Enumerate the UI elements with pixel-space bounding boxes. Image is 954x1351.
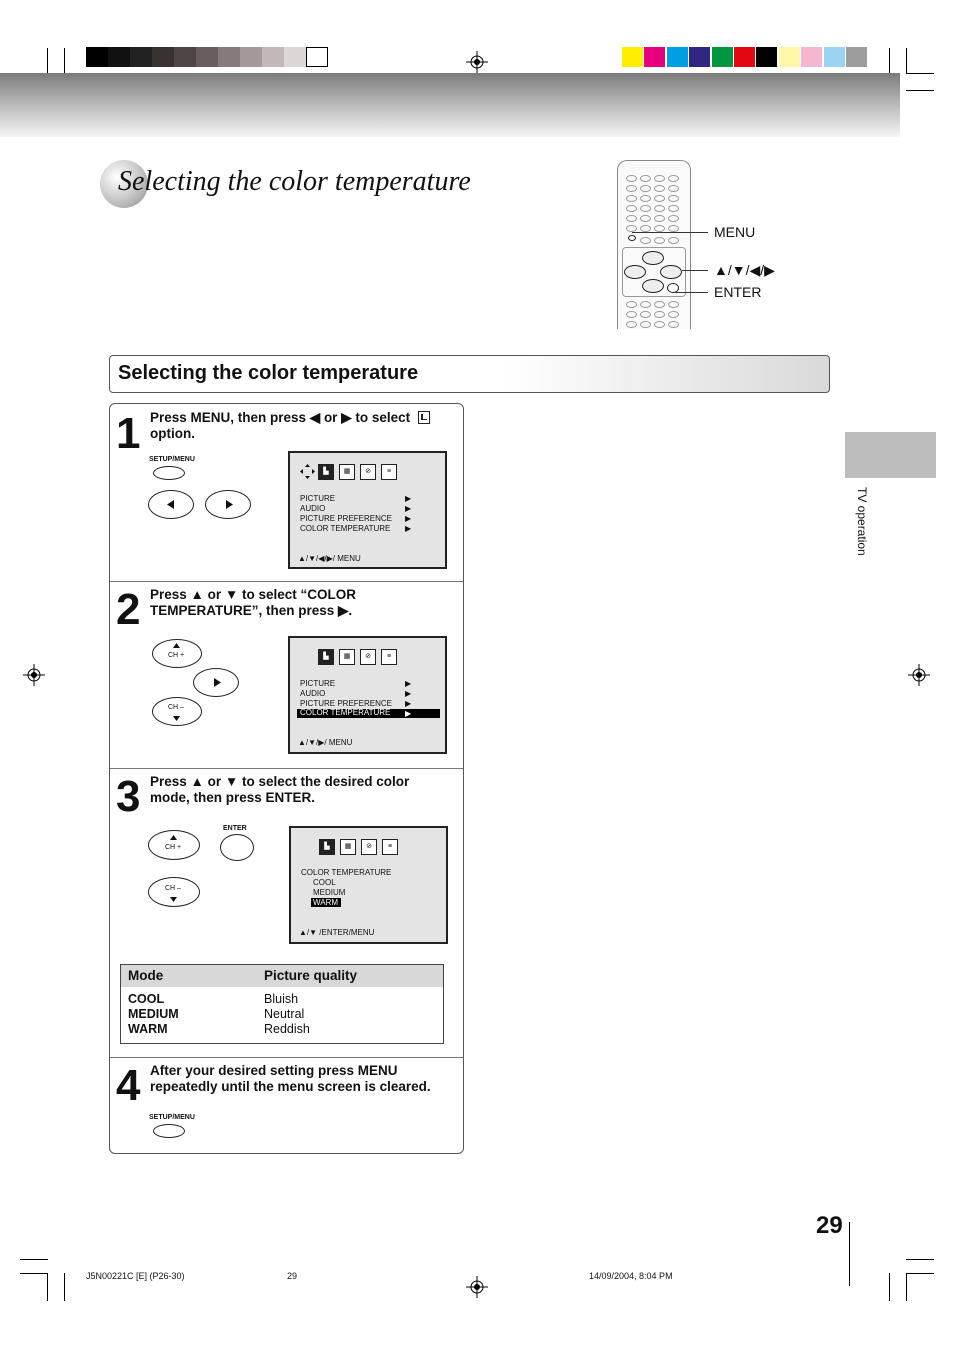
osd-item: PICTURE — [300, 494, 336, 503]
audio-menu-icon: ▦ — [339, 464, 355, 480]
remote-keypad-button — [626, 205, 637, 212]
remote-keypad-button — [654, 215, 665, 222]
gray-swatch — [152, 47, 174, 67]
gray-swatch — [284, 47, 306, 67]
crop-mark — [849, 1222, 850, 1286]
step-divider — [110, 768, 463, 769]
remote-keypad-button — [668, 311, 679, 318]
remote-keypad-button — [654, 237, 665, 244]
side-tab — [845, 432, 936, 478]
remote-keypad-button — [640, 311, 651, 318]
step-2-line-1: Press ▲ or ▼ to select “COLOR — [150, 587, 357, 602]
crop-mark — [889, 1273, 890, 1301]
osd-heading: COLOR TEMPERATURE — [301, 868, 392, 877]
remote-keypad-button — [654, 225, 665, 232]
remote-keypad-button — [668, 237, 679, 244]
setup-menu-label: SETUP/MENU — [149, 456, 195, 463]
table-cell-mode: MEDIUM — [128, 1007, 179, 1021]
crop-mark — [906, 48, 907, 74]
tv-menu-icon — [418, 411, 430, 424]
remote-keypad-button — [640, 175, 651, 182]
mode-table — [120, 964, 444, 1044]
lock-menu-icon: ⊘ — [360, 649, 376, 665]
picture-menu-icon: ▙ — [318, 464, 334, 480]
footer-page: 29 — [287, 1271, 298, 1281]
registration-mark-icon — [466, 1276, 488, 1298]
remote-menu-button — [628, 235, 636, 241]
menu-callout: MENU — [714, 224, 756, 240]
osd-screen-step-2 — [288, 636, 447, 754]
gray-swatch — [108, 47, 130, 67]
gray-swatch — [130, 47, 152, 67]
color-swatch — [824, 47, 845, 67]
step-divider — [110, 581, 463, 582]
remote-keypad-button — [640, 301, 651, 308]
crop-mark — [906, 1259, 934, 1260]
side-tab-label: TV operation — [855, 487, 869, 556]
crop-mark — [20, 1273, 48, 1274]
steps-panel — [109, 403, 464, 1154]
quality-column-header: Picture quality — [264, 968, 358, 983]
submenu-arrow-icon: ▶ — [405, 504, 412, 513]
right-arrow-icon — [226, 500, 234, 509]
osd-item: AUDIO — [300, 689, 326, 698]
remote-keypad-button — [668, 185, 679, 192]
osd-item: PICTURE — [300, 679, 336, 688]
channel-down-button — [148, 877, 200, 907]
remote-keypad-button — [668, 301, 679, 308]
submenu-arrow-icon: ▶ — [405, 699, 412, 708]
step-number: 3 — [116, 772, 139, 821]
osd-hint: ▲/▼ /ENTER/MENU — [299, 928, 375, 937]
enter-button — [220, 834, 254, 861]
enter-callout: ENTER — [714, 284, 762, 300]
submenu-arrow-icon: ▶ — [405, 679, 412, 688]
registration-mark-icon — [466, 51, 488, 73]
table-cell-quality: Bluish — [264, 992, 299, 1006]
remote-keypad-button — [640, 321, 651, 328]
remote-keypad-button — [668, 175, 679, 182]
table-cell-quality: Neutral — [264, 1007, 305, 1021]
registration-mark-icon — [23, 664, 45, 686]
submenu-arrow-icon: ▶ — [405, 514, 412, 523]
ch-up-label: CH + — [165, 844, 182, 851]
submenu-arrow-icon: ▶ — [405, 709, 412, 718]
osd-screen-step-1 — [288, 451, 447, 569]
cc-menu-icon: ≡ — [382, 839, 398, 855]
left-arrow-button — [148, 490, 194, 519]
down-arrow-icon — [170, 897, 177, 902]
remote-keypad-button — [640, 195, 651, 202]
step-number: 2 — [116, 585, 139, 634]
section-heading-box — [109, 355, 830, 393]
remote-keypad-button — [626, 185, 637, 192]
remote-keypad-button — [626, 215, 637, 222]
remote-keypad-button — [654, 301, 665, 308]
osd-item-selected: COLOR TEMPERATURE — [300, 708, 391, 717]
osd-screen-step-3 — [289, 826, 448, 944]
remote-keypad-button — [654, 195, 665, 202]
footer-timestamp: 14/09/2004, 8:04 PM — [589, 1271, 673, 1281]
step-3-line-2: mode, then press ENTER. — [150, 790, 316, 805]
step-1-line-2: option. — [150, 426, 195, 441]
section-heading: Selecting the color temperature — [118, 362, 419, 384]
step-number: 4 — [116, 1061, 139, 1110]
mode-column-header: Mode — [128, 968, 164, 983]
remote-keypad-button — [668, 225, 679, 232]
color-swatch — [756, 47, 777, 67]
step-divider — [110, 1057, 463, 1058]
osd-option: COOL — [313, 878, 336, 887]
remote-keypad-button — [654, 205, 665, 212]
channel-up-button — [148, 830, 200, 860]
lock-menu-icon: ⊘ — [360, 464, 376, 480]
gray-swatch — [196, 47, 218, 67]
step-number: 1 — [116, 409, 139, 458]
setup-menu-label: SETUP/MENU — [149, 1114, 195, 1121]
gray-swatch — [86, 47, 108, 67]
remote-keypad-button — [640, 215, 651, 222]
step-1-line-1: Press MENU, then press ◀ or ▶ to select — [150, 410, 411, 425]
crop-mark — [20, 1259, 48, 1260]
arrows-leader-line — [682, 270, 708, 271]
table-cell-mode: COOL — [128, 992, 165, 1006]
osd-item: PICTURE PREFERENCE — [300, 699, 393, 708]
gray-swatch — [174, 47, 196, 67]
color-swatch — [622, 47, 643, 67]
osd-hint: ▲/▼/◀/▶/ MENU — [298, 554, 361, 563]
down-arrow-icon — [173, 716, 180, 721]
gray-swatch — [218, 47, 240, 67]
up-arrow-icon — [170, 835, 177, 840]
remote-keypad-button — [626, 311, 637, 318]
step-4-line-1: After your desired setting press MENU — [150, 1063, 398, 1078]
osd-item: PICTURE PREFERENCE — [300, 514, 393, 523]
remote-keypad-button — [626, 175, 637, 182]
step-3-instruction — [150, 774, 409, 806]
crop-mark — [889, 48, 890, 74]
crop-mark — [906, 73, 934, 74]
menu-leader-line — [632, 232, 708, 233]
remote-keypad-button — [626, 225, 637, 232]
remote-keypad-button — [654, 311, 665, 318]
osd-option: MEDIUM — [313, 888, 346, 897]
left-arrow-icon — [167, 500, 175, 509]
picture-menu-icon: ▙ — [318, 649, 334, 665]
osd-item: COLOR TEMPERATURE — [300, 524, 391, 533]
registration-mark-icon — [908, 664, 930, 686]
osd-item: AUDIO — [300, 504, 326, 513]
color-swatch — [779, 47, 800, 67]
remote-keypad-button — [626, 195, 637, 202]
submenu-arrow-icon: ▶ — [405, 689, 412, 698]
crop-mark — [47, 1273, 48, 1301]
up-arrow-icon — [173, 643, 180, 648]
enter-label: ENTER — [223, 825, 247, 832]
cc-menu-icon: ≡ — [381, 464, 397, 480]
crop-mark — [64, 1273, 65, 1301]
crop-mark — [47, 48, 48, 74]
remote-nav-cluster — [622, 247, 686, 297]
remote-keypad-button — [626, 321, 637, 328]
crop-mark — [64, 48, 65, 74]
footer-file-name: J5N00221C [E] (P26-30) — [86, 1271, 185, 1281]
setup-menu-button — [153, 1124, 185, 1138]
color-swatch — [689, 47, 710, 67]
cc-menu-icon: ≡ — [381, 649, 397, 665]
table-cell-quality: Reddish — [264, 1022, 310, 1036]
ch-up-label: CH + — [168, 652, 185, 659]
page-title: Selecting the color temperature — [118, 166, 471, 197]
step-2-line-2: TEMPERATURE”, then press ▶. — [150, 603, 353, 618]
crop-mark — [906, 1273, 907, 1301]
ch-down-label: CH – — [165, 885, 181, 892]
osd-option-selected: WARM — [313, 898, 339, 907]
gray-swatch — [306, 47, 328, 67]
crop-mark — [906, 90, 934, 91]
enter-leader-line — [672, 292, 708, 293]
channel-up-button — [152, 639, 202, 668]
lock-menu-icon: ⊘ — [361, 839, 377, 855]
color-swatch — [734, 47, 755, 67]
remote-keypad-button — [668, 215, 679, 222]
setup-menu-button — [153, 466, 185, 480]
step-4-line-2: repeatedly until the menu screen is cleared. — [150, 1079, 431, 1094]
header-band — [0, 73, 900, 137]
submenu-arrow-icon: ▶ — [405, 494, 412, 503]
page-number: 29 — [816, 1212, 843, 1239]
color-swatch — [667, 47, 688, 67]
remote-keypad-button — [640, 237, 651, 244]
ch-down-label: CH – — [168, 704, 184, 711]
four-way-arrow-icon — [300, 464, 315, 479]
right-arrow-button — [193, 668, 239, 697]
color-swatch — [644, 47, 665, 67]
channel-down-button — [152, 697, 202, 726]
picture-menu-icon: ▙ — [319, 839, 335, 855]
table-cell-mode: WARM — [128, 1022, 168, 1036]
osd-hint: ▲/▼/▶/ MENU — [298, 738, 353, 747]
remote-keypad-button — [640, 225, 651, 232]
remote-keypad-button — [640, 205, 651, 212]
remote-keypad-button — [668, 321, 679, 328]
color-swatch — [846, 47, 867, 67]
color-swatch — [801, 47, 822, 67]
submenu-arrow-icon: ▶ — [405, 524, 412, 533]
step-4-instruction — [150, 1063, 431, 1095]
remote-keypad-button — [668, 195, 679, 202]
remote-control-illustration — [617, 160, 691, 329]
step-1-instruction — [150, 410, 430, 442]
arrows-callout: ▲/▼/◀/▶ — [714, 262, 775, 278]
step-3-line-1: Press ▲ or ▼ to select the desired color — [150, 774, 410, 789]
crop-mark — [906, 1273, 934, 1274]
remote-keypad-button — [654, 185, 665, 192]
remote-keypad-button — [668, 205, 679, 212]
step-2-instruction — [150, 587, 356, 619]
gray-swatch — [240, 47, 262, 67]
audio-menu-icon: ▦ — [339, 649, 355, 665]
gray-swatch — [262, 47, 284, 67]
right-arrow-icon — [214, 678, 222, 687]
remote-keypad-button — [640, 185, 651, 192]
right-arrow-button — [205, 490, 251, 519]
remote-keypad-button — [654, 175, 665, 182]
audio-menu-icon: ▦ — [340, 839, 356, 855]
remote-keypad-button — [654, 321, 665, 328]
remote-keypad-button — [626, 301, 637, 308]
color-swatch — [712, 47, 733, 67]
